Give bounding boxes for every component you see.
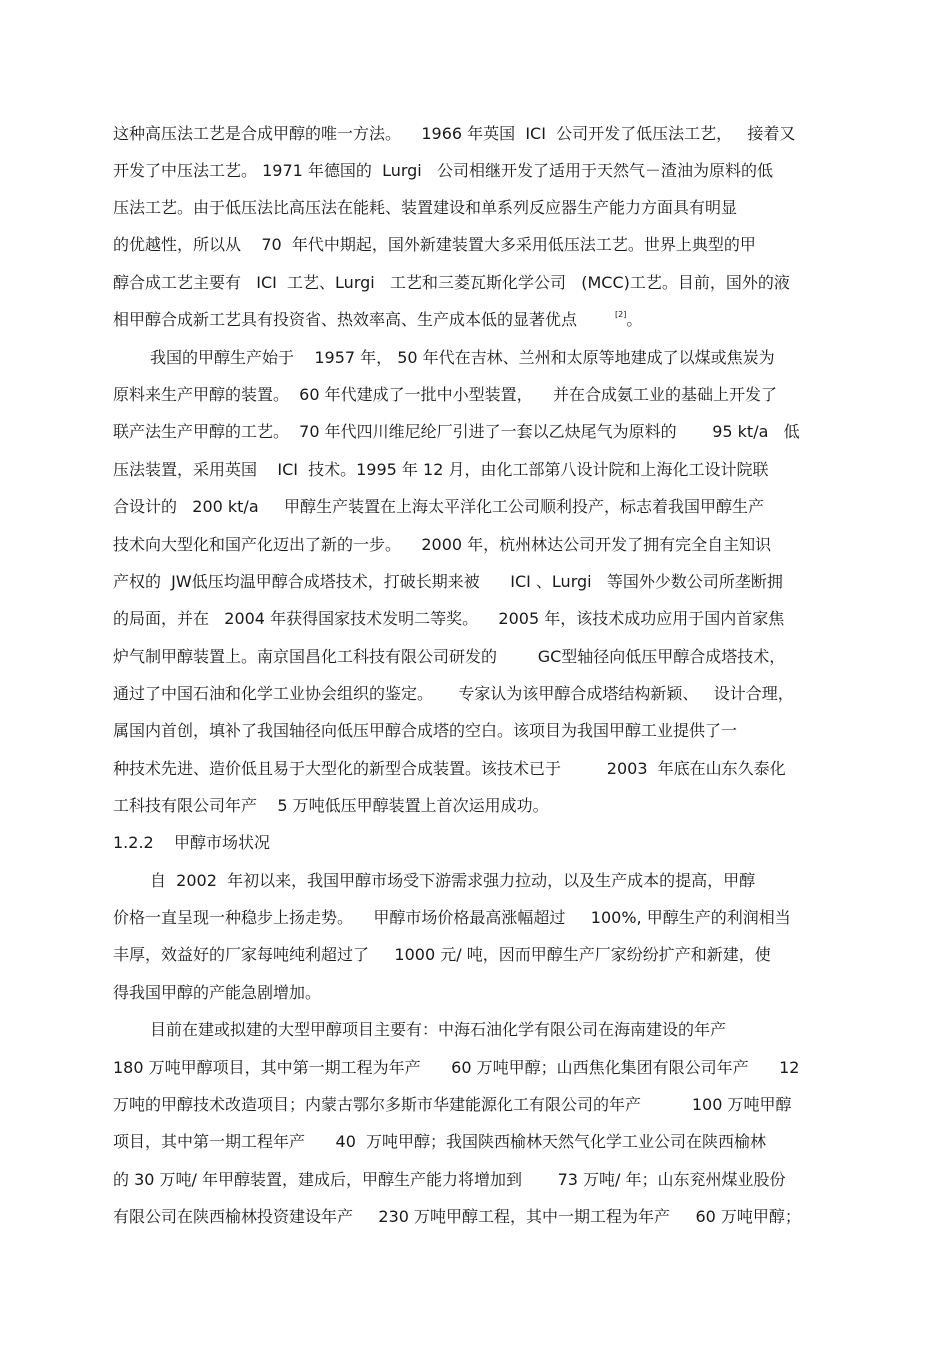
paragraph-line: 压法装置，采用英国 ICI 技术。1995 年 12 月，由化工部第八设计院和上海化工设计院联 bbox=[113, 460, 769, 479]
paragraph-line: 种技术先进、造价低且易于大型化的新型合成装置。该技术已于 2003 年底在山东久泰化 bbox=[113, 759, 786, 778]
paragraph-line: 炉气制甲醇装置上。南京国昌化工科技有限公司研发的 GC型轴径向低压甲醇合成塔技术， bbox=[113, 647, 786, 666]
paragraph-line: 180 万吨甲醇项目，其中第一期工程为年产 60 万吨甲醇；山西焦化集团有限公司年产 12 bbox=[113, 1058, 800, 1077]
paragraph-line: 这种高压法工艺是合成甲醇的唯一方法。 1966 年英国 ICI 公司开发了低压法工艺， 接着又 bbox=[113, 124, 796, 143]
paragraph-line: 工科技有限公司年产 5 万吨低压甲醇装置上首次运用成功。 bbox=[113, 796, 549, 815]
line-end-punctuation: 。 bbox=[626, 310, 643, 329]
section-heading: 1.2.2 甲醇市场状况 bbox=[113, 833, 271, 852]
paragraph-line: 项目，其中第一期工程年产 40 万吨甲醇；我国陕西榆林天然气化学工业公司在陕西榆林 bbox=[113, 1132, 767, 1151]
paragraph-line: 价格一直呈现一种稳步上扬走势。 甲醇市场价格最高涨幅超过 100%, 甲醇生产的利润相当 bbox=[113, 908, 791, 927]
paragraph-first-line: 我国的甲醇生产始于 1957 年， 50 年代在吉林、兰州和太原等地建成了以煤或焦炭为 bbox=[150, 348, 775, 367]
line-text: 相甲醇合成新工艺具有投资省、热效率高、生产成本低的显著优点 bbox=[113, 310, 578, 329]
paragraph-line: 万吨的甲醇技术改造项目；内蒙古鄂尔多斯市华建能源化工有限公司的年产 100 万吨甲醇 bbox=[113, 1095, 792, 1114]
paragraph-first-line: 目前在建或拟建的大型甲醇项目主要有：中海石油化学有限公司在海南建设的年产 bbox=[150, 1020, 727, 1039]
paragraph-line: 的优越性，所以从 70 年代中期起，国外新建装置大多采用低压法工艺。世界上典型的甲 bbox=[113, 235, 756, 254]
paragraph-line: 得我国甲醇的产能急剧增加。 bbox=[113, 983, 322, 1002]
paragraph-line: 原料来生产甲醇的装置。 60 年代建成了一批中小型装置， 并在合成氨工业的基础上开发了 bbox=[113, 385, 777, 404]
citation-reference: [2] bbox=[615, 310, 627, 319]
paragraph-line: 的局面，并在 2004 年获得国家技术发明二等奖。 2005 年，该技术成功应用于国内首家焦 bbox=[113, 609, 785, 628]
paragraph-line: 丰厚，效益好的厂家每吨纯利超过了 1000 元/ 吨，因而甲醇生产厂家纷纷扩产和新建，使 bbox=[113, 945, 771, 964]
paragraph-line: 开发了中压法工艺。 1971 年德国的 Lurgi 公司相继开发了适用于天然气－渣油为原料的低 bbox=[113, 161, 773, 180]
paragraph-line: 通过了中国石油和化学工业协会组织的鉴定。 专家认为该甲醇合成塔结构新颖、 设计合理， bbox=[113, 684, 794, 703]
paragraph-line: 技术向大型化和国产化迈出了新的一步。 2000 年，杭州林达公司开发了拥有完全自主知识 bbox=[113, 535, 772, 554]
paragraph-line: 醇合成工艺主要有 ICI 工艺、Lurgi 工艺和三菱瓦斯化学公司 (MCC)工艺。目前，国外的液 bbox=[113, 273, 790, 292]
paragraph-first-line: 自 2002 年初以来，我国甲醇市场受下游需求强力拉动，以及生产成本的提高，甲醇 bbox=[150, 871, 756, 890]
paragraph-line: 压法工艺。由于低压法比高压法在能耗、装置建设和单系列反应器生产能力方面具有明显 bbox=[113, 198, 738, 217]
paragraph-line: 有限公司在陕西榆林投资建设年产 230 万吨甲醇工程，其中一期工程为年产 60 万吨甲醇； bbox=[113, 1207, 801, 1226]
paragraph-line: 联产法生产甲醇的工艺。 70 年代四川维尼纶厂引进了一套以乙炔尾气为原料的 95 kt/a 低 bbox=[113, 422, 800, 441]
paragraph-line: 的 30 万吨/ 年甲醇装置，建成后，甲醇生产能力将增加到 73 万吨/ 年；山东兖州煤业股份 bbox=[113, 1170, 786, 1189]
paragraph-line-with-citation bbox=[113, 310, 642, 330]
paragraph-line: 产权的 JW低压均温甲醇合成塔技术，打破长期来被 ICI 、Lurgi 等国外少数公司所垄断拥 bbox=[113, 572, 783, 591]
paragraph-line: 属国内首创，填补了我国轴径向低压甲醇合成塔的空白。该项目为我国甲醇工业提供了一 bbox=[113, 721, 738, 740]
paragraph-line: 合设计的 200 kt/a 甲醇生产装置在上海太平洋化工公司顺利投产，标志着我国甲醇生产 bbox=[113, 497, 765, 516]
